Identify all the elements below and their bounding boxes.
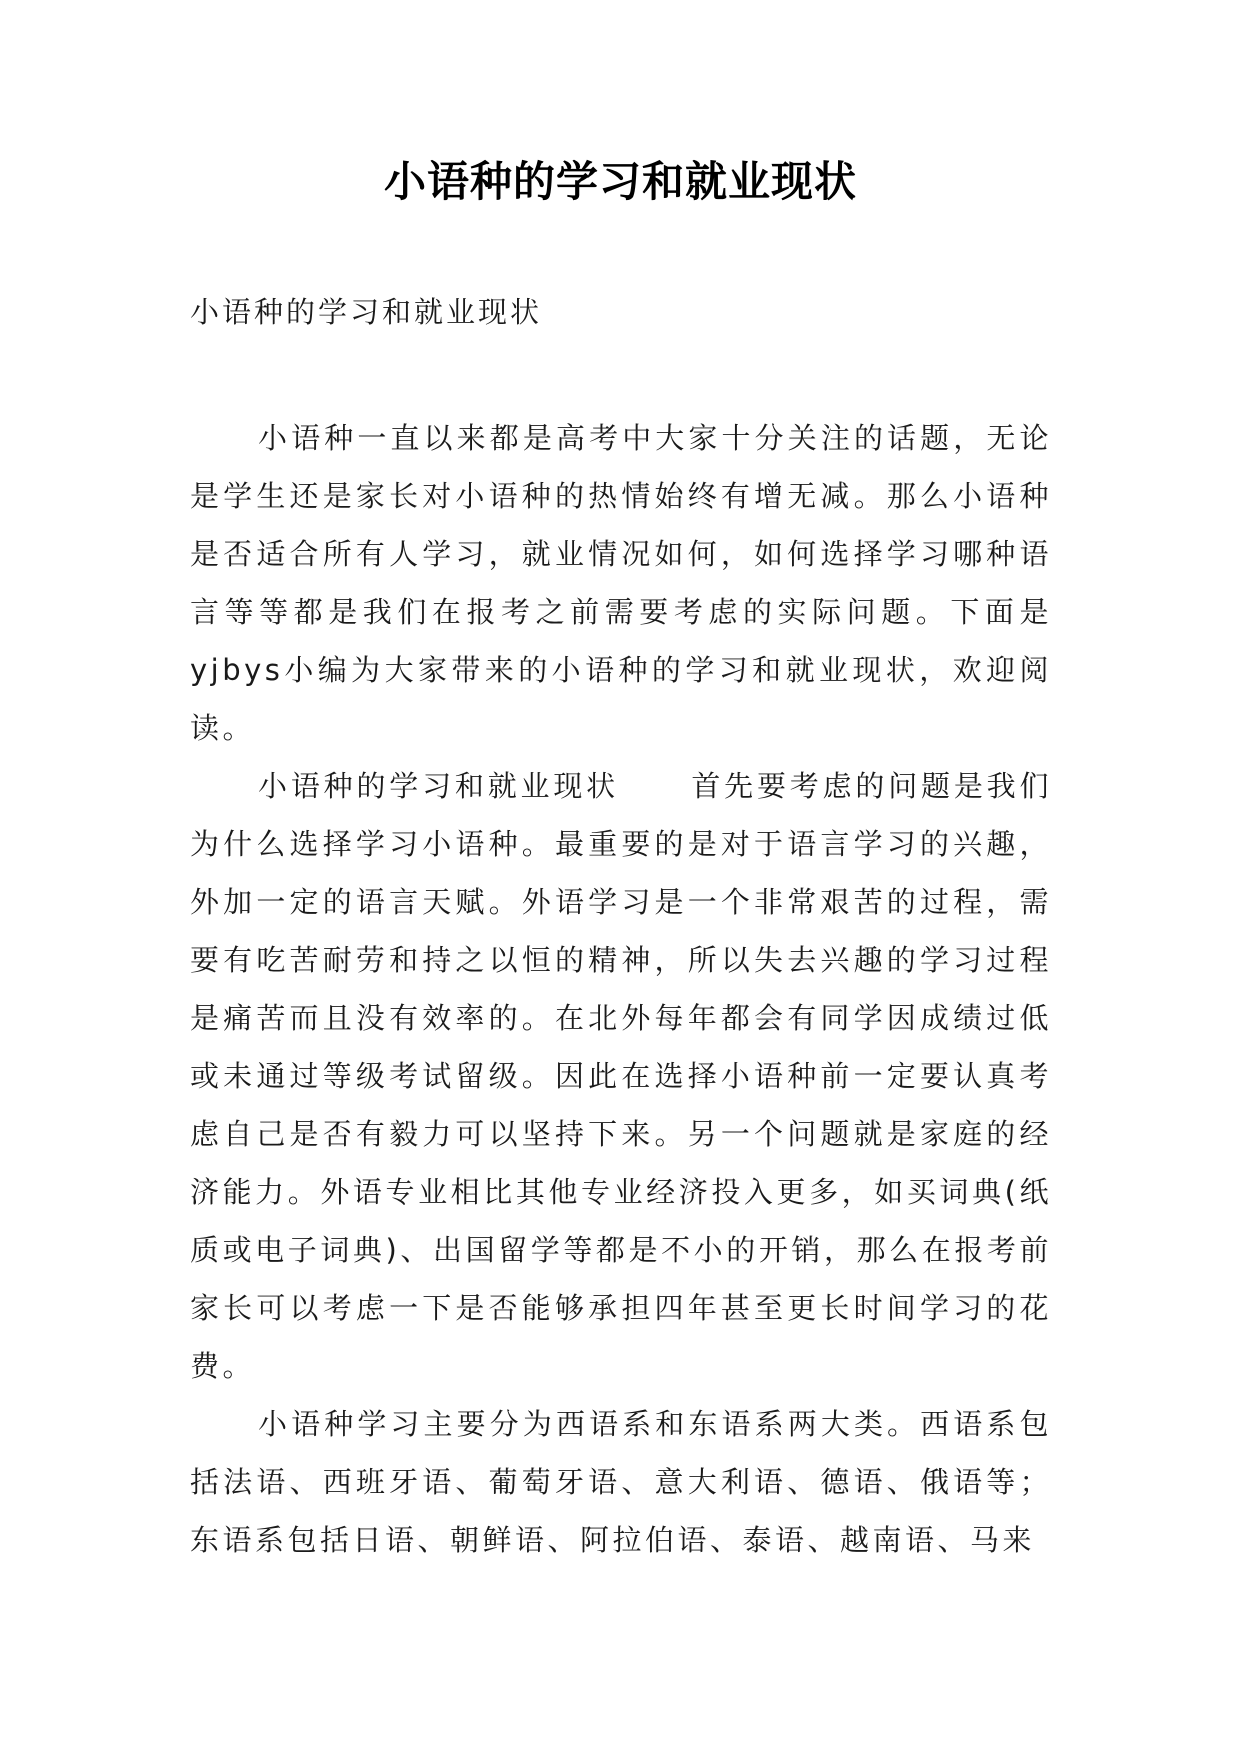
paragraph-intro [190,409,1052,757]
paragraph-language-families [190,1395,1052,1569]
document-body [190,409,1052,1569]
document-subtitle: 小语种的学习和就业现状 [190,295,543,329]
paragraph-considerations-text: 首先要考虑的问题是我们为什么选择学习小语种。最重要的是对于语言学习的兴趣，外加一定的语言天赋。外语学习是一个非常艰苦的过程，需要有吃苦耐劳和持之以恒的精神，所以失去兴趣的学习过程是痛苦而且没有效率的。在北外每年都会有同学因成绩过低或未通过等级考试留级。因此在选择小语种前一定要认真考虑自己是否有毅力可以坚持下来。另一个问题就是家庭的经济能力。外语专业相比其他专业经济投入更多，如买词典(纸质或电子词典)、出国留学等都是不小的开销，那么在报考前家长可以考虑一下是否能够承担四年甚至更长时间学习的花费。 [190,769,1052,1383]
paragraph-considerations [190,757,1052,1395]
document-title: 小语种的学习和就业现状 [383,157,857,206]
paragraph-intro-text: 小语种一直以来都是高考中大家十分关注的话题，无论是学生还是家长对小语种的热情始终有增无减。那么小语种是否适合所有人学习，就业情况如何，如何选择学习哪种语言等等都是我们在报考之前需要考虑的实际问题。下面是yjbys小编为大家带来的小语种的学习和就业现状，欢迎阅读。 [190,421,1052,745]
paragraph-language-families-text: 小语种学习主要分为西语系和东语系两大类。西语系包括法语、西班牙语、葡萄牙语、意大利语、德语、俄语等；东语系包括日语、朝鲜语、阿拉伯语、泰语、越南语、马来 [190,1407,1052,1557]
paragraph-lead-heading: 小语种的学习和就业现状 [258,769,619,803]
